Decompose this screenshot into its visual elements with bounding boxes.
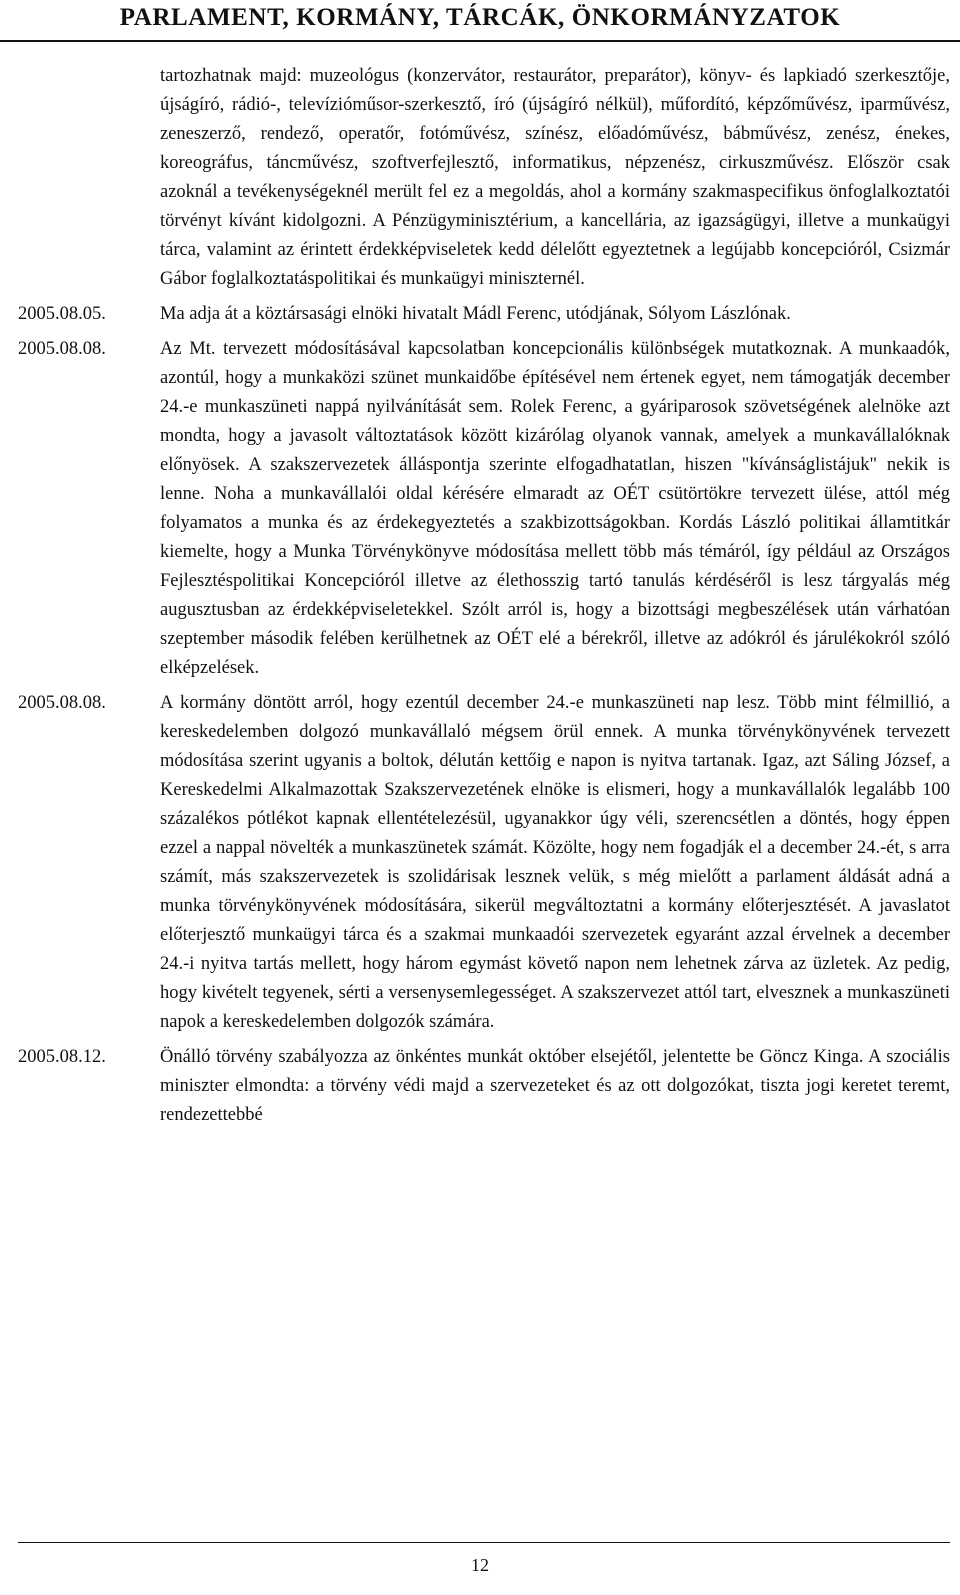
- chronology-entry: [18, 689, 950, 1037]
- entry-text: A kormány döntött arról, hogy ezentúl december 24.-e munkaszüneti nap lesz. Több mint félmillió, a kereskedelemben dolgozó munkavállaló mégsem örül ennek. A munka törvénykönyvének tervezett módosítása szerint ugyanis a boltok, délután kettőig e napon is nyitva tartanak. Igaz, azt Sáling József, a Kereskedelmi Alkalmazottak Szakszervezetének elnöke is elismeri, hogy a munkavállalók legalább 100 százalékos pótlékot kapnak ellentételezésül, ugyanakkor úgy véli, szerencsétlen a döntés, hogy éppen ezzel a nappal növelték a munkaszünetek számát. Közölte, hogy nem fogadják el a december 24.-ét, s arra számít, más szakszervezetek is szolidárisak lesznek velük, s még mielőtt a parlament áldását adná a munka törvénykönyvének módosítására, sikerül megváltoztatni a kormány előterjesztését. A javaslatot előterjesztő munkaügyi tárca és a szakmai munkaadói szervezetek egyaránt azzal érvelnek a december 24.-i nyitva tartás mellett, hogy három egymást követő napon nem lehetnek zárva az üzletek. Az pedig, hogy kivételt tegyenek, sérti a versenysemlegességet. A szakszervezet attól tart, elvesznek a munkaszüneti napok a kereskedelemben dolgozók számára.: [160, 693, 950, 1032]
- entry-date: 2005.08.05.: [18, 304, 106, 324]
- entry-text: Ma adja át a köztársasági elnöki hivatalt Mádl Ferenc, utódjának, Sólyom Lászlónak.: [160, 304, 791, 324]
- chronology-body: [18, 62, 950, 1130]
- chronology-entry: [18, 300, 950, 329]
- header-title: PARLAMENT, KORMÁNY, TÁRCÁK, ÖNKORMÁNYZATOK: [119, 4, 841, 31]
- page-number: 12: [471, 1555, 489, 1575]
- chronology-entry: [18, 1043, 950, 1130]
- running-header: [0, 0, 960, 42]
- chronology-entry: [18, 62, 950, 294]
- entry-text: Az Mt. tervezett módosításával kapcsolatban koncepcionális különbségek mutatkoznak. A munkaadók, azontúl, hogy a munkaközi szünet munkaidőbe építésével nem értenek egyet, nem támogatják december 24.-e munkaszüneti nappá nyilvánítását sem. Rolek Ferenc, a gyáriparosok szövetségének alelnöke azt mondta, hogy a javasolt változtatások között kizárólag olyanok vannak, amelyek a munkavállalóknak előnyösek. A szakszervezetek álláspontja szerinte elfogadhatatlan, hiszen "kívánságlistájuk" nekik is lenne. Noha a munkavállalói oldal kérésére elmaradt az OÉT csütörtökre tervezett ülése, attól még folyamatos a munka és az érdekegyeztetés a szakbizottságokban. Kordás László politikai államtitkár kiemelte, hogy a Munka Törvénykönyve módosítása mellett több más témáról, így például az Országos Fejlesztéspolitikai Koncepcióról illetve az élethosszig tartó tanulás kérdéséről is lesz tárgyalás még augusztusban az érdekképviseletekkel. Szólt arról is, hogy a bizottsági megbeszélések után várhatóan szeptember második felében kerülhetnek az OÉT elé a bérekről, illetve az adókról és járulékokról szóló elképzelések.: [160, 339, 950, 678]
- entry-date: 2005.08.08.: [18, 339, 106, 359]
- entry-text: Önálló törvény szabályozza az önkéntes munkát október elsejétől, jelentette be Göncz Kinga. A szociális miniszter elmondta: a törvény védi majd a szervezeteket és az ott dolgozókat, tiszta jogi keretet teremt, rendezettebbé: [160, 1047, 950, 1125]
- entry-date: 2005.08.12.: [18, 1047, 106, 1067]
- chronology-entry: [18, 335, 950, 683]
- footer-divider: [18, 1542, 950, 1543]
- entry-text: tartozhatnak majd: muzeológus (konzervátor, restaurátor, preparátor), könyv- és lapkiadó szerkesztője, újságíró, rádió-, televízióműsor-szerkesztő, író (újságíró nélkül), műfordító, képzőművész, iparművész, zeneszerző, rendező, operatőr, fotóművész, színész, előadóművész, bábművész, zenész, énekes, koreográfus, táncművész, szoftverfejlesztő, informatikus, népzenész, cirkuszművész. Először csak azoknál a tevékenységeknél merült fel ez a megoldás, ahol a kormány szakmaspecifikus önfoglalkoztatói törvényt kívánt kidolgozni. A Pénzügyminisztérium, a kancellária, az igazságügyi, illetve a munkaügyi tárca, valamint az érintett érdekképviseletek kedd délelőtt egyeztetnek a legújabb koncepcióról, Csizmár Gábor foglalkoztatáspolitikai és munkaügyi miniszternél.: [160, 66, 950, 289]
- entry-date: 2005.08.08.: [18, 693, 106, 713]
